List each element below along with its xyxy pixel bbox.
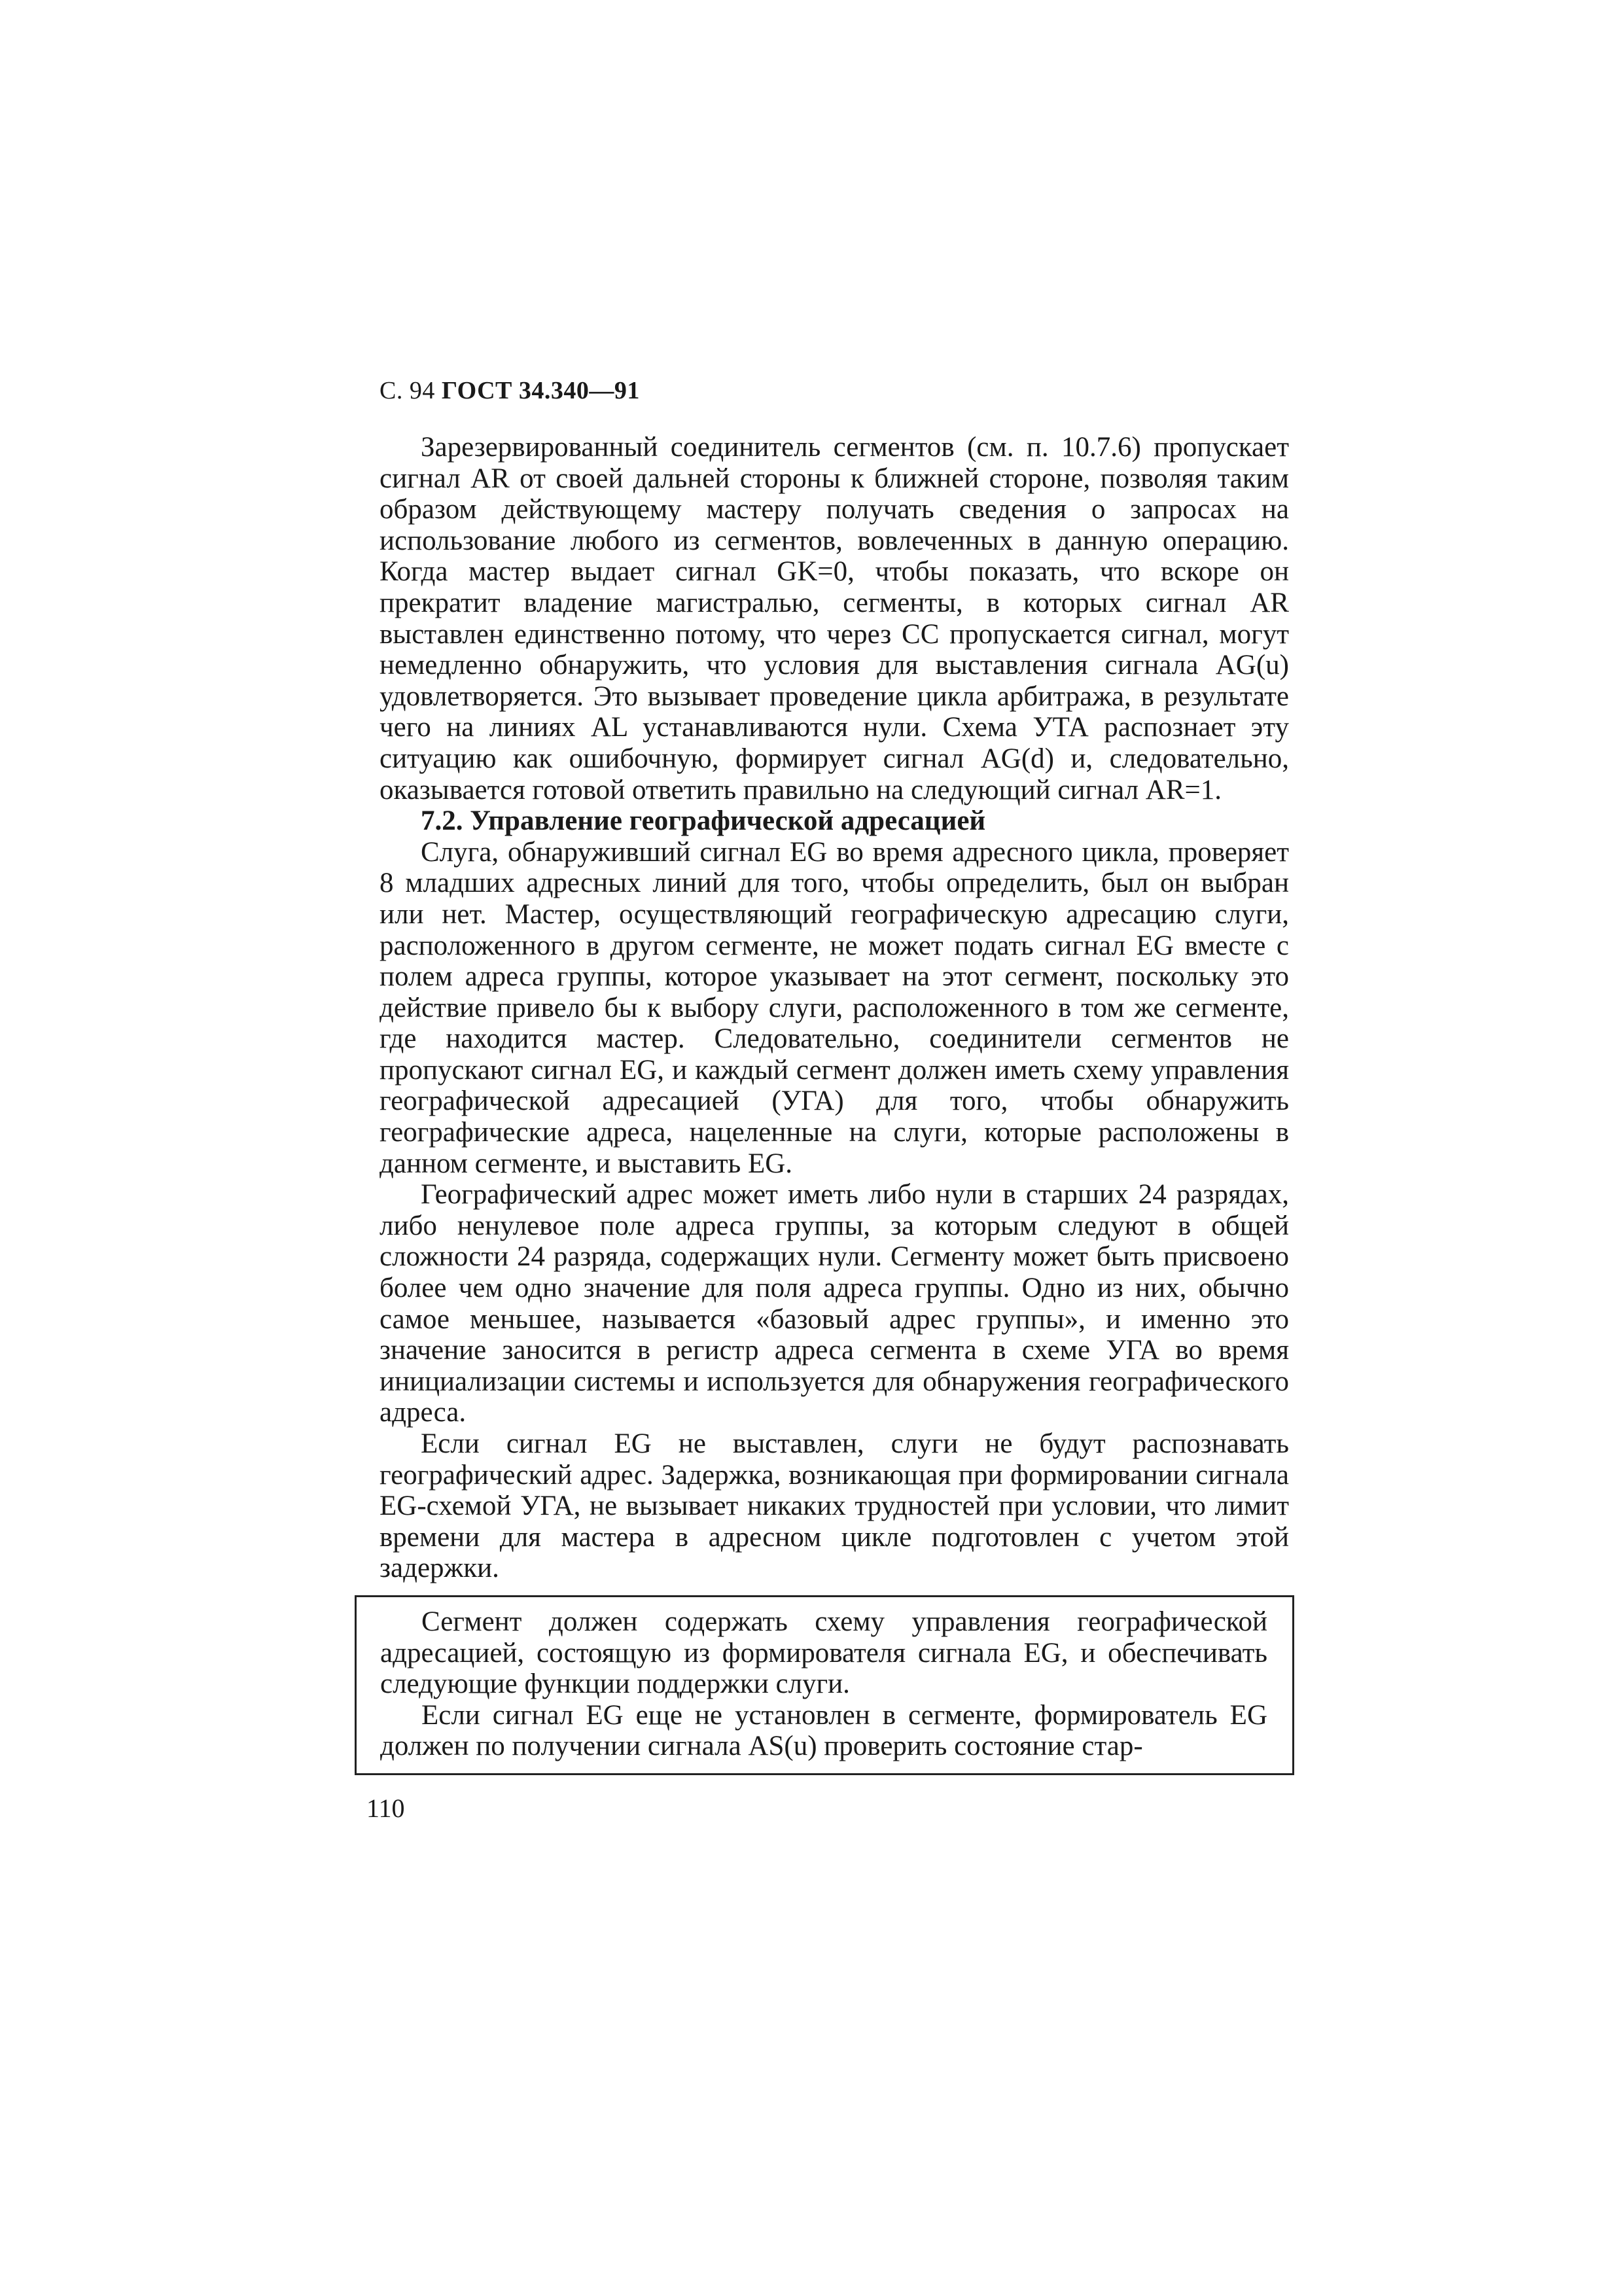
section-heading: 7.2. Управление географической адресацией	[421, 805, 986, 837]
standard-number: ГОСТ 34.340—91	[441, 377, 640, 404]
main-text	[380, 432, 1289, 1584]
paragraph-eg-not-set: Если сигнал EG не выставлен, слуги не будут распознавать географический адрес. Задержка, возникающая при формировании сигнала EG-схемой УГА, не вызывает никаких трудностей при условии, что лимит времени для мастера в адресном цикле подготовлен с учетом этой задержки.	[380, 1428, 1289, 1584]
bottom-rule	[355, 1773, 1294, 1775]
page-ref: С. 94	[380, 377, 435, 404]
page-header	[380, 376, 640, 405]
paragraph-segment-connector: Зарезервированный соединитель сегментов (см. п. 10.7.6) пропускает сигнал AR от своей дальней стороны к ближней стороне, позволяя таким образом действующему мастеру получать сведения о запросах на использование любого из сегментов, вовлеченных в данную операцию. Когда мастер выдает сигнал GK=0, чтобы показать, что вскоре он прекратит владение магистралью, сегменты, в которых сигнал AR выставлен единственно потому, что через CC пропускается сигнал, могут немедленно обнаружить, что условия для выставления сигнала AG(u) удовлетворяется. Это вызывает проведение цикла арбитража, в результате чего на линиях AL устанавливаются нули. Схема УТА распознает эту ситуацию как ошибочную, формирует сигнал AG(d) и, следовательно, оказывается готовой ответить правильно на следующий сигнал AR=1.	[380, 432, 1289, 805]
paragraph-slave-eg: Слуга, обнаруживший сигнал EG во время адресного цикла, проверяет 8 младших адресных линий для того, чтобы определить, был он выбран или нет. Мастер, осуществляющий географическую адресацию слуги, расположенного в другом сегменте, не может подать сигнал EG вместе с полем адреса группы, которое указывает на этот сегмент, поскольку это действие привело бы к выбору слуги, расположенного в том же сегменте, где находится мастер. Следовательно, соединители сегментов не пропускают сигнал EG, и каждый сегмент должен иметь схему управления географической адресацией (УГА) для того, чтобы обнаружить географические адреса, нацеленные на слуги, которые расположены в данном сегменте, и выставить EG.	[380, 836, 1289, 1179]
requirement-box	[355, 1595, 1294, 1774]
requirement-paragraph: Если сигнал EG еще не установлен в сегменте, формирователь EG должен по получении сигнала AS(u) проверить состояние стар-	[380, 1699, 1267, 1762]
requirement-paragraph: Сегмент должен содержать схему управления географической адресацией, состоящую из формирователя сигнала EG, и обеспечивать следующие функции поддержки слуги.	[380, 1606, 1267, 1700]
page-number: 110	[366, 1793, 405, 1823]
requirement-text	[380, 1606, 1267, 1762]
paragraph-geo-address: Географический адрес может иметь либо нули в старших 24 разрядах, либо ненулевое поле адреса группы, за которым следуют в общей сложности 24 разряда, содержащих нули. Сегменту может быть присвоено более чем одно значение для поля адреса группы. Одно из них, обычно самое меньшее, называется «базовый адрес группы», и именно это значение заносится в регистр адреса сегмента в схеме УГА во время инициализации системы и используется для обнаружения географического адреса.	[380, 1179, 1289, 1428]
